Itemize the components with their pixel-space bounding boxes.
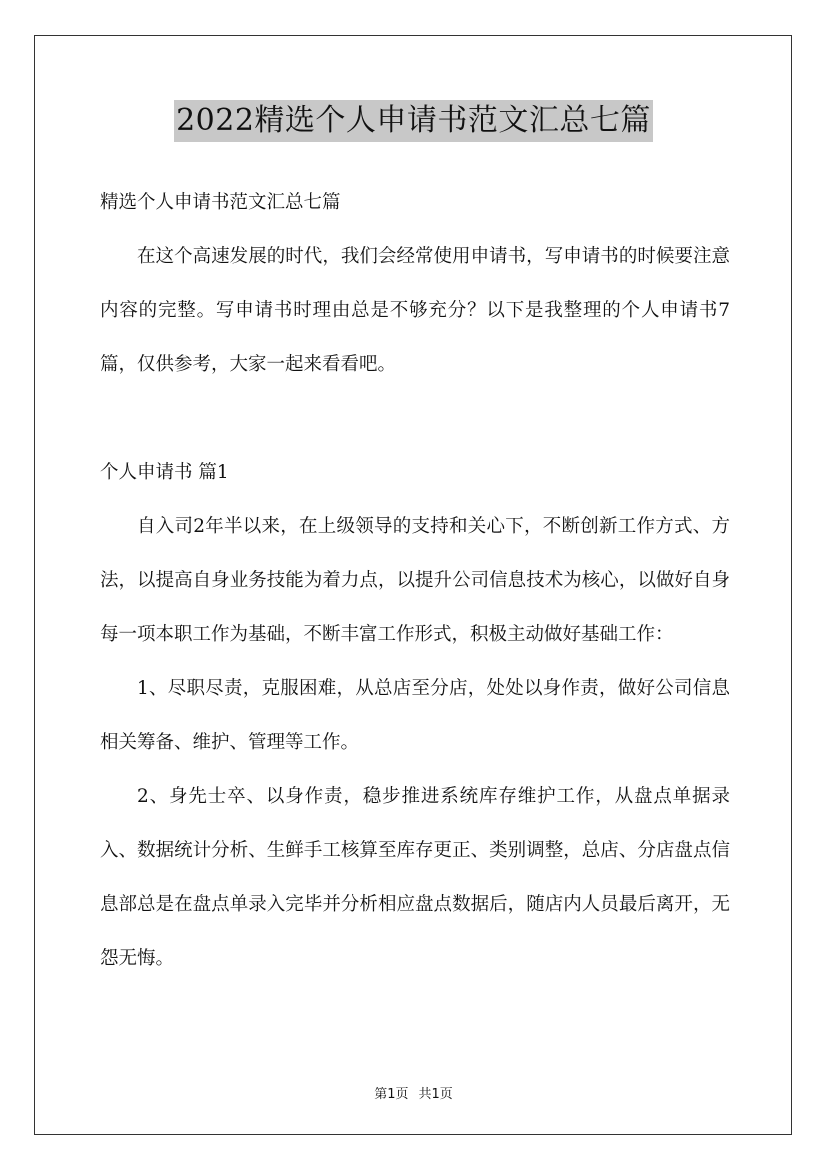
page-footer <box>0 1083 827 1102</box>
page-number: 第1页 <box>374 1087 409 1102</box>
blank-line <box>100 392 730 446</box>
body-paragraph-3: 2、身先士卒、以身作责，稳步推进系统库存维护工作，从盘点单据录入、数据统计分析、生鲜手工核算至库存更正、类别调整，总店、分店盘点信息部总是在盘点单录入完毕并分析相应盘点数据后，随店内人员最后离开，无怨无悔。 <box>100 786 730 969</box>
section-heading: 个人申请书 篇1 <box>100 462 229 483</box>
page-total: 共1页 <box>418 1087 453 1102</box>
document-title: 2022精选个人申请书范文汇总七篇 <box>174 100 653 142</box>
document-subtitle: 精选个人申请书范文汇总七篇 <box>100 192 341 213</box>
intro-paragraph: 在这个高速发展的时代，我们会经常使用申请书，写申请书的时候要注意内容的完整。写申请书时理由总是不够充分？以下是我整理的个人申请书7篇，仅供参考，大家一起来看看吧。 <box>100 246 730 375</box>
title-container <box>0 100 827 142</box>
body-paragraph-2: 1、尽职尽责，克服困难，从总店至分店，处处以身作责，做好公司信息相关筹备、维护、管理等工作。 <box>100 678 730 753</box>
document-body <box>100 176 730 986</box>
body-paragraph-1: 自入司2年半以来，在上级领导的支持和关心下，不断创新工作方式、方法，以提高自身业务技能为着力点，以提升公司信息技术为核心，以做好自身每一项本职工作为基础，不断丰富工作形式，积极主动做好基础工作： <box>100 516 730 645</box>
